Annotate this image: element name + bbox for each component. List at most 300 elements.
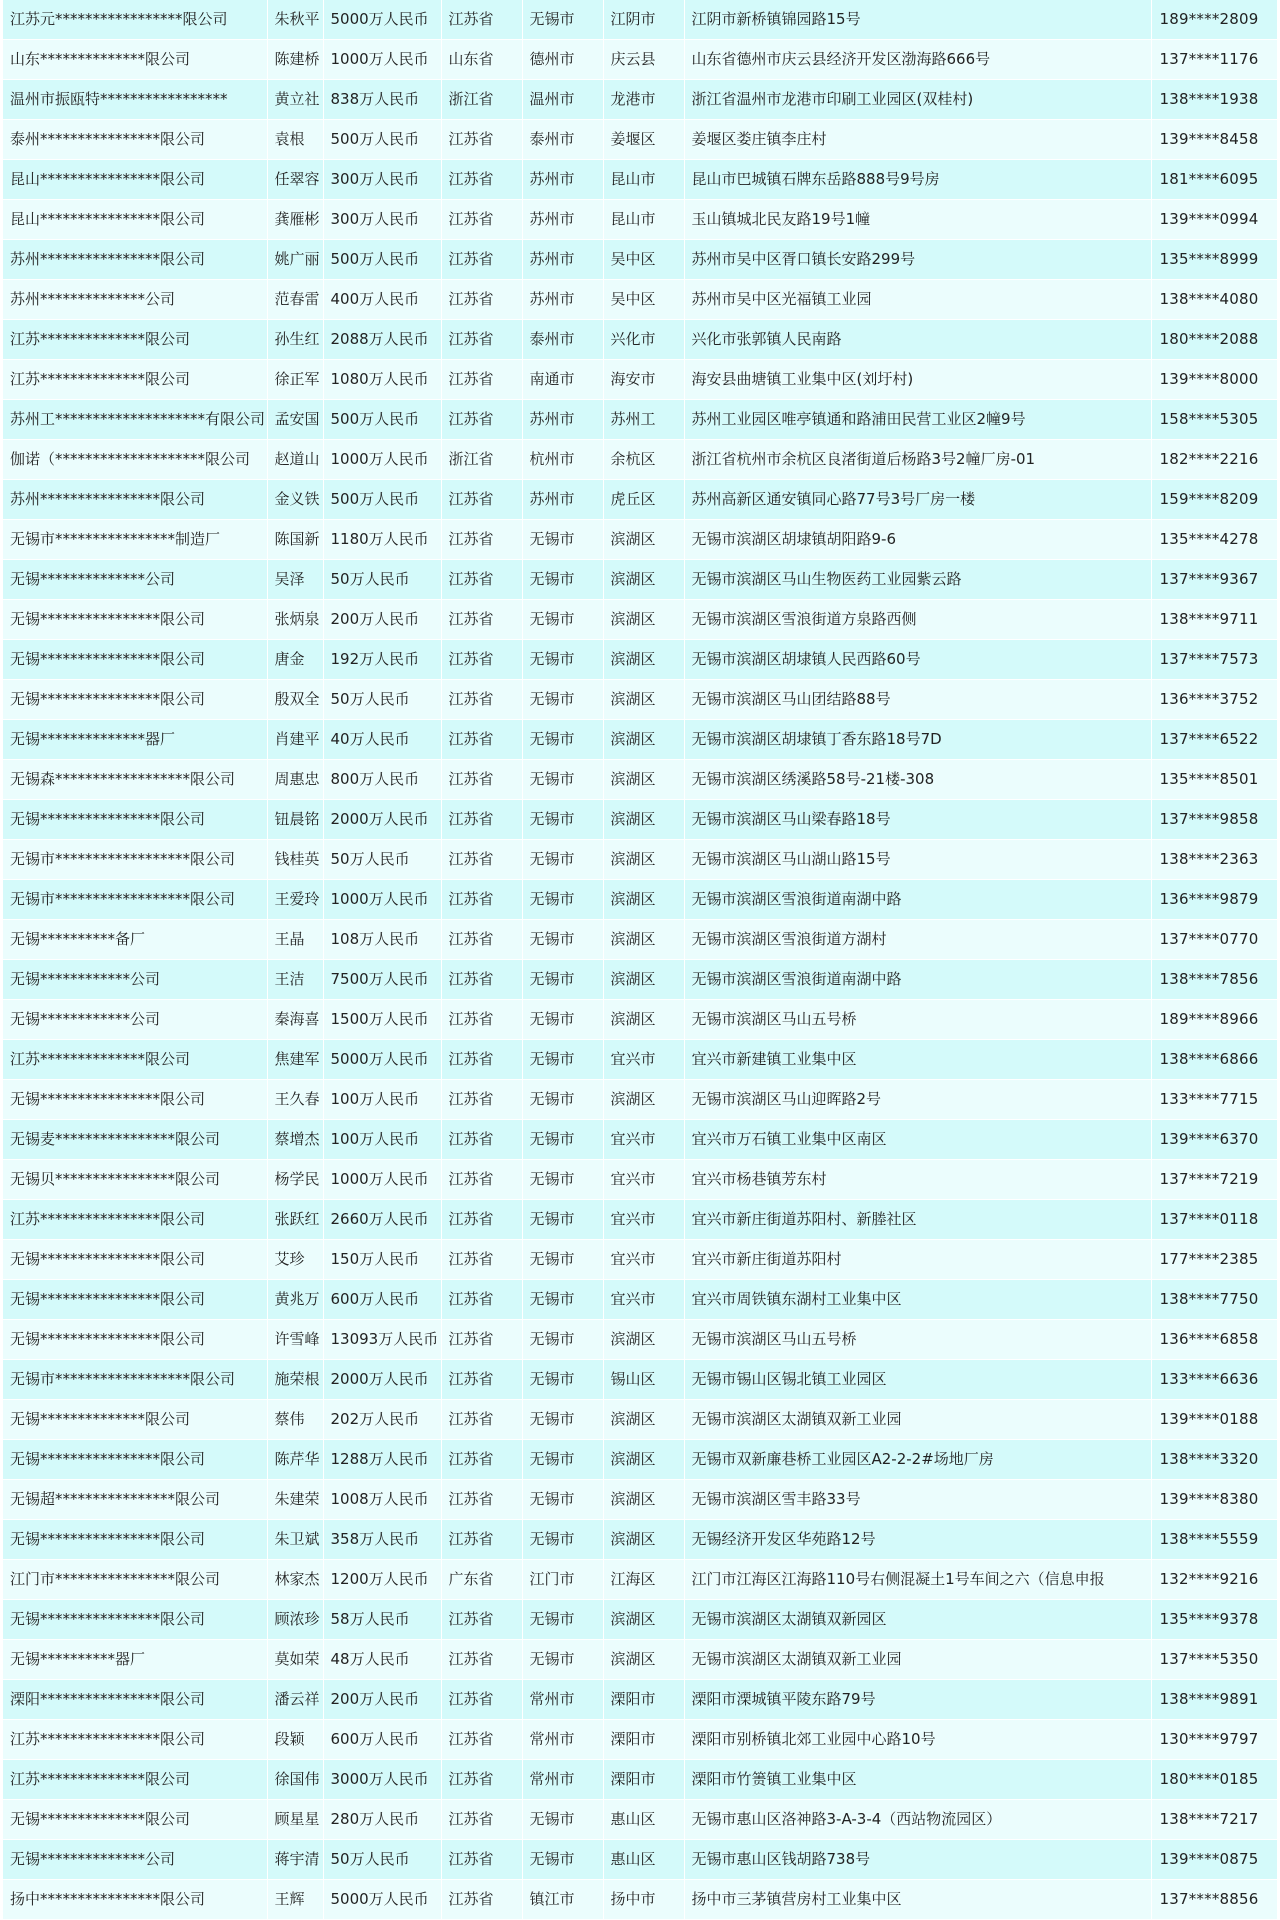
address-cell: 宜兴市新建镇工业集中区 [684,1040,1151,1080]
legal-person-cell: 孟安国 [267,400,323,440]
legal-person-cell: 施荣根 [267,1360,323,1400]
table-body [3,0,1277,1920]
legal-person-cell: 张跃红 [267,1200,323,1240]
phone-cell: 138****1938 [1151,80,1277,120]
table-row [3,1720,1277,1760]
province-cell: 江苏省 [441,280,522,320]
address-cell: 无锡市滨湖区雪浪街道南湖中路 [684,880,1151,920]
address-cell: 无锡市锡山区锡北镇工业园区 [684,1360,1151,1400]
table-row [3,760,1277,800]
city-cell: 常州市 [522,1680,603,1720]
address-cell: 山东省德州市庆云县经济开发区渤海路666号 [684,40,1151,80]
company-cell: 江门市****************限公司 [3,1560,267,1600]
table-row [3,1240,1277,1280]
company-cell: 无锡**************器厂 [3,720,267,760]
company-cell: 无锡森******************限公司 [3,760,267,800]
address-cell: 无锡市滨湖区马山五号桥 [684,1000,1151,1040]
table-row [3,1800,1277,1840]
district-cell: 滨湖区 [603,1080,684,1120]
province-cell: 江苏省 [441,400,522,440]
district-cell: 滨湖区 [603,1640,684,1680]
legal-person-cell: 秦海喜 [267,1000,323,1040]
province-cell: 江苏省 [441,1080,522,1120]
legal-person-cell: 孙生红 [267,320,323,360]
province-cell: 浙江省 [441,440,522,480]
legal-person-cell: 钮晨铭 [267,800,323,840]
table-row [3,480,1277,520]
city-cell: 无锡市 [522,1640,603,1680]
table-row [3,200,1277,240]
city-cell: 无锡市 [522,1840,603,1880]
city-cell: 无锡市 [522,720,603,760]
registered-capital-cell: 108万人民币 [323,920,441,960]
province-cell: 江苏省 [441,1200,522,1240]
company-cell: 无锡贝****************限公司 [3,1160,267,1200]
legal-person-cell: 艾珍 [267,1240,323,1280]
phone-cell: 138****2363 [1151,840,1277,880]
company-cell: 扬中****************限公司 [3,1880,267,1920]
district-cell: 姜堰区 [603,120,684,160]
district-cell: 滨湖区 [603,1440,684,1480]
table-row [3,720,1277,760]
table-row [3,1600,1277,1640]
legal-person-cell: 王久春 [267,1080,323,1120]
phone-cell: 158****5305 [1151,400,1277,440]
legal-person-cell: 蔡增杰 [267,1120,323,1160]
legal-person-cell: 顾星星 [267,1800,323,1840]
province-cell: 江苏省 [441,320,522,360]
legal-person-cell: 焦建军 [267,1040,323,1080]
company-cell: 江苏****************限公司 [3,1200,267,1240]
phone-cell: 159****8209 [1151,480,1277,520]
legal-person-cell: 林家杰 [267,1560,323,1600]
company-cell: 无锡****************限公司 [3,1320,267,1360]
company-cell: 苏州工********************有限公司 [3,400,267,440]
table-row [3,160,1277,200]
district-cell: 滨湖区 [603,1320,684,1360]
table-row [3,80,1277,120]
phone-cell: 136****6858 [1151,1320,1277,1360]
company-cell: 江苏元*****************限公司 [3,0,267,40]
phone-cell: 130****9797 [1151,1720,1277,1760]
phone-cell: 138****9891 [1151,1680,1277,1720]
table-row [3,1520,1277,1560]
address-cell: 无锡市滨湖区雪丰路33号 [684,1480,1151,1520]
city-cell: 无锡市 [522,1400,603,1440]
registered-capital-cell: 300万人民币 [323,200,441,240]
phone-cell: 181****6095 [1151,160,1277,200]
district-cell: 昆山市 [603,160,684,200]
address-cell: 无锡市惠山区洛神路3-A-3-4（西站物流园区） [684,1800,1151,1840]
district-cell: 苏州工 [603,400,684,440]
phone-cell: 189****8966 [1151,1000,1277,1040]
city-cell: 无锡市 [522,840,603,880]
phone-cell: 132****9216 [1151,1560,1277,1600]
legal-person-cell: 任翠容 [267,160,323,200]
company-cell: 无锡************公司 [3,1000,267,1040]
city-cell: 无锡市 [522,1280,603,1320]
phone-cell: 137****7573 [1151,640,1277,680]
legal-person-cell: 殷双全 [267,680,323,720]
district-cell: 滨湖区 [603,960,684,1000]
legal-person-cell: 唐金 [267,640,323,680]
registered-capital-cell: 192万人民币 [323,640,441,680]
legal-person-cell: 王洁 [267,960,323,1000]
district-cell: 宜兴市 [603,1280,684,1320]
registered-capital-cell: 600万人民币 [323,1720,441,1760]
phone-cell: 137****6522 [1151,720,1277,760]
company-cell: 泰州****************限公司 [3,120,267,160]
province-cell: 江苏省 [441,680,522,720]
province-cell: 江苏省 [441,1120,522,1160]
table-row [3,1480,1277,1520]
registered-capital-cell: 1080万人民币 [323,360,441,400]
company-cell: 无锡****************限公司 [3,1240,267,1280]
province-cell: 江苏省 [441,560,522,600]
registered-capital-cell: 838万人民币 [323,80,441,120]
company-cell: 温州市振瓯特***************** [3,80,267,120]
registered-capital-cell: 40万人民币 [323,720,441,760]
province-cell: 江苏省 [441,1280,522,1320]
city-cell: 无锡市 [522,600,603,640]
province-cell: 江苏省 [441,1480,522,1520]
legal-person-cell: 龚雁彬 [267,200,323,240]
address-cell: 溧阳市竹箦镇工业集中区 [684,1760,1151,1800]
province-cell: 江苏省 [441,800,522,840]
province-cell: 江苏省 [441,360,522,400]
city-cell: 无锡市 [522,560,603,600]
district-cell: 滨湖区 [603,800,684,840]
phone-cell: 177****2385 [1151,1240,1277,1280]
address-cell: 苏州市吴中区胥口镇长安路299号 [684,240,1151,280]
phone-cell: 139****0875 [1151,1840,1277,1880]
phone-cell: 139****8458 [1151,120,1277,160]
table-row [3,840,1277,880]
company-cell: 江苏**************限公司 [3,1760,267,1800]
district-cell: 宜兴市 [603,1040,684,1080]
address-cell: 无锡市滨湖区马山五号桥 [684,1320,1151,1360]
city-cell: 苏州市 [522,400,603,440]
company-cell: 无锡**************限公司 [3,1800,267,1840]
province-cell: 江苏省 [441,200,522,240]
table-row [3,1400,1277,1440]
district-cell: 滨湖区 [603,720,684,760]
district-cell: 宜兴市 [603,1120,684,1160]
province-cell: 江苏省 [441,1440,522,1480]
city-cell: 苏州市 [522,240,603,280]
province-cell: 江苏省 [441,720,522,760]
registered-capital-cell: 1200万人民币 [323,1560,441,1600]
province-cell: 江苏省 [441,1320,522,1360]
table-row [3,1560,1277,1600]
phone-cell: 133****7715 [1151,1080,1277,1120]
registered-capital-cell: 1000万人民币 [323,1160,441,1200]
district-cell: 滨湖区 [603,1600,684,1640]
address-cell: 无锡市滨湖区胡埭镇胡阳路9-6 [684,520,1151,560]
phone-cell: 136****9879 [1151,880,1277,920]
address-cell: 无锡市滨湖区雪浪街道方湖村 [684,920,1151,960]
address-cell: 无锡市滨湖区雪浪街道方泉路西侧 [684,600,1151,640]
address-cell: 兴化市张郭镇人民南路 [684,320,1151,360]
phone-cell: 137****7219 [1151,1160,1277,1200]
registered-capital-cell: 5000万人民币 [323,0,441,40]
company-cell: 昆山****************限公司 [3,200,267,240]
address-cell: 溧阳市别桥镇北郊工业园中心路10号 [684,1720,1151,1760]
legal-person-cell: 莫如荣 [267,1640,323,1680]
registered-capital-cell: 13093万人民币 [323,1320,441,1360]
phone-cell: 138****9711 [1151,600,1277,640]
table-row [3,680,1277,720]
city-cell: 无锡市 [522,880,603,920]
province-cell: 江苏省 [441,1160,522,1200]
registered-capital-cell: 600万人民币 [323,1280,441,1320]
address-cell: 浙江省杭州市余杭区良渚街道后杨路3号2幢厂房-01 [684,440,1151,480]
company-cell: 无锡****************限公司 [3,1440,267,1480]
phone-cell: 135****9378 [1151,1600,1277,1640]
district-cell: 江海区 [603,1560,684,1600]
address-cell: 江门市江海区江海路110号右侧混凝土1号车间之六（信息申报 [684,1560,1151,1600]
district-cell: 溧阳市 [603,1680,684,1720]
registered-capital-cell: 7500万人民币 [323,960,441,1000]
registered-capital-cell: 300万人民币 [323,160,441,200]
province-cell: 江苏省 [441,1880,522,1920]
district-cell: 滨湖区 [603,600,684,640]
table-row [3,1680,1277,1720]
table-row [3,1320,1277,1360]
company-cell: 江苏**************限公司 [3,360,267,400]
table-row [3,1080,1277,1120]
phone-cell: 139****8380 [1151,1480,1277,1520]
city-cell: 无锡市 [522,1200,603,1240]
table-row [3,1440,1277,1480]
company-cell: 江苏**************限公司 [3,320,267,360]
registered-capital-cell: 48万人民币 [323,1640,441,1680]
phone-cell: 138****7750 [1151,1280,1277,1320]
legal-person-cell: 王爱玲 [267,880,323,920]
address-cell: 无锡市滨湖区胡埭镇丁香东路18号7D [684,720,1151,760]
registered-capital-cell: 400万人民币 [323,280,441,320]
phone-cell: 138****6866 [1151,1040,1277,1080]
address-cell: 无锡市滨湖区马山梁春路18号 [684,800,1151,840]
city-cell: 无锡市 [522,800,603,840]
phone-cell: 136****3752 [1151,680,1277,720]
district-cell: 滨湖区 [603,560,684,600]
registered-capital-cell: 358万人民币 [323,1520,441,1560]
registered-capital-cell: 150万人民币 [323,1240,441,1280]
address-cell: 无锡市惠山区钱胡路738号 [684,1840,1151,1880]
company-cell: 无锡************公司 [3,960,267,1000]
legal-person-cell: 蔡伟 [267,1400,323,1440]
table-row [3,240,1277,280]
table-row [3,320,1277,360]
city-cell: 无锡市 [522,1520,603,1560]
district-cell: 宜兴市 [603,1160,684,1200]
city-cell: 无锡市 [522,520,603,560]
registered-capital-cell: 500万人民币 [323,120,441,160]
legal-person-cell: 金义铁 [267,480,323,520]
legal-person-cell: 徐国伟 [267,1760,323,1800]
city-cell: 无锡市 [522,1240,603,1280]
legal-person-cell: 袁根 [267,120,323,160]
address-cell: 无锡市滨湖区马山湖山路15号 [684,840,1151,880]
company-cell: 无锡**************公司 [3,560,267,600]
table-row [3,640,1277,680]
city-cell: 泰州市 [522,120,603,160]
province-cell: 江苏省 [441,1600,522,1640]
company-cell: 无锡市******************限公司 [3,840,267,880]
legal-person-cell: 许雪峰 [267,1320,323,1360]
phone-cell: 138****5559 [1151,1520,1277,1560]
address-cell: 无锡市滨湖区马山生物医药工业园紫云路 [684,560,1151,600]
registered-capital-cell: 100万人民币 [323,1080,441,1120]
registered-capital-cell: 1000万人民币 [323,40,441,80]
province-cell: 江苏省 [441,1000,522,1040]
province-cell: 江苏省 [441,1720,522,1760]
address-cell: 无锡市滨湖区太湖镇双新工业园 [684,1400,1151,1440]
city-cell: 无锡市 [522,0,603,40]
registered-capital-cell: 5000万人民币 [323,1040,441,1080]
registered-capital-cell: 202万人民币 [323,1400,441,1440]
company-cell: 苏州****************限公司 [3,240,267,280]
legal-person-cell: 陈国新 [267,520,323,560]
city-cell: 常州市 [522,1720,603,1760]
district-cell: 余杭区 [603,440,684,480]
registered-capital-cell: 500万人民币 [323,240,441,280]
company-cell: 无锡麦****************限公司 [3,1120,267,1160]
table-row [3,600,1277,640]
registered-capital-cell: 100万人民币 [323,1120,441,1160]
legal-person-cell: 王晶 [267,920,323,960]
province-cell: 江苏省 [441,1760,522,1800]
district-cell: 滨湖区 [603,520,684,560]
city-cell: 无锡市 [522,1320,603,1360]
registered-capital-cell: 800万人民币 [323,760,441,800]
province-cell: 江苏省 [441,160,522,200]
phone-cell: 137****5350 [1151,1640,1277,1680]
district-cell: 惠山区 [603,1800,684,1840]
city-cell: 无锡市 [522,760,603,800]
legal-person-cell: 杨学民 [267,1160,323,1200]
address-cell: 无锡经济开发区华苑路12号 [684,1520,1151,1560]
table-row [3,1000,1277,1040]
registered-capital-cell: 58万人民币 [323,1600,441,1640]
address-cell: 无锡市滨湖区胡埭镇人民西路60号 [684,640,1151,680]
table-row [3,1280,1277,1320]
city-cell: 南通市 [522,360,603,400]
table-row [3,520,1277,560]
province-cell: 江苏省 [441,1520,522,1560]
table-row [3,360,1277,400]
table-row [3,440,1277,480]
province-cell: 江苏省 [441,1360,522,1400]
table-row [3,1840,1277,1880]
table-row [3,120,1277,160]
registered-capital-cell: 50万人民币 [323,680,441,720]
address-cell: 宜兴市周铁镇东湖村工业集中区 [684,1280,1151,1320]
registered-capital-cell: 1000万人民币 [323,440,441,480]
registered-capital-cell: 50万人民币 [323,560,441,600]
legal-person-cell: 朱卫斌 [267,1520,323,1560]
legal-person-cell: 周惠忠 [267,760,323,800]
district-cell: 庆云县 [603,40,684,80]
province-cell: 江苏省 [441,1800,522,1840]
company-cell: 无锡****************限公司 [3,640,267,680]
legal-person-cell: 蒋宇清 [267,1840,323,1880]
registered-capital-cell: 280万人民币 [323,1800,441,1840]
phone-cell: 135****8501 [1151,760,1277,800]
city-cell: 泰州市 [522,320,603,360]
province-cell: 浙江省 [441,80,522,120]
province-cell: 山东省 [441,40,522,80]
city-cell: 无锡市 [522,1480,603,1520]
city-cell: 无锡市 [522,1080,603,1120]
legal-person-cell: 段颖 [267,1720,323,1760]
legal-person-cell: 钱桂英 [267,840,323,880]
registered-capital-cell: 3000万人民币 [323,1760,441,1800]
district-cell: 惠山区 [603,1840,684,1880]
address-cell: 宜兴市万石镇工业集中区南区 [684,1120,1151,1160]
phone-cell: 138****7217 [1151,1800,1277,1840]
phone-cell: 138****3320 [1151,1440,1277,1480]
legal-person-cell: 朱秋平 [267,0,323,40]
legal-person-cell: 黄兆万 [267,1280,323,1320]
registered-capital-cell: 1180万人民币 [323,520,441,560]
table-row [3,0,1277,40]
city-cell: 无锡市 [522,680,603,720]
district-cell: 滨湖区 [603,1520,684,1560]
legal-person-cell: 赵道山 [267,440,323,480]
province-cell: 江苏省 [441,600,522,640]
table-row [3,1200,1277,1240]
city-cell: 无锡市 [522,640,603,680]
city-cell: 无锡市 [522,1800,603,1840]
company-cell: 溧阳****************限公司 [3,1680,267,1720]
province-cell: 广东省 [441,1560,522,1600]
city-cell: 无锡市 [522,1000,603,1040]
city-cell: 温州市 [522,80,603,120]
phone-cell: 139****6370 [1151,1120,1277,1160]
company-cell: 无锡****************限公司 [3,1520,267,1560]
registered-capital-cell: 1288万人民币 [323,1440,441,1480]
address-cell: 苏州高新区通安镇同心路77号3号厂房一楼 [684,480,1151,520]
address-cell: 江阴市新桥镇锦园路15号 [684,0,1151,40]
province-cell: 江苏省 [441,1640,522,1680]
district-cell: 吴中区 [603,240,684,280]
phone-cell: 180****0185 [1151,1760,1277,1800]
legal-person-cell: 吴泽 [267,560,323,600]
province-cell: 江苏省 [441,120,522,160]
table-row [3,800,1277,840]
legal-person-cell: 陈芹华 [267,1440,323,1480]
company-cell: 山东**************限公司 [3,40,267,80]
city-cell: 无锡市 [522,960,603,1000]
company-cell: 无锡**********备厂 [3,920,267,960]
legal-person-cell: 顾浓珍 [267,1600,323,1640]
district-cell: 吴中区 [603,280,684,320]
company-cell: 苏州****************限公司 [3,480,267,520]
legal-person-cell: 姚广丽 [267,240,323,280]
table-row [3,560,1277,600]
registered-capital-cell: 5000万人民币 [323,1880,441,1920]
province-cell: 江苏省 [441,0,522,40]
company-cell: 无锡**************限公司 [3,1400,267,1440]
phone-cell: 138****4080 [1151,280,1277,320]
province-cell: 江苏省 [441,880,522,920]
province-cell: 江苏省 [441,240,522,280]
city-cell: 无锡市 [522,920,603,960]
district-cell: 江阴市 [603,0,684,40]
city-cell: 苏州市 [522,200,603,240]
